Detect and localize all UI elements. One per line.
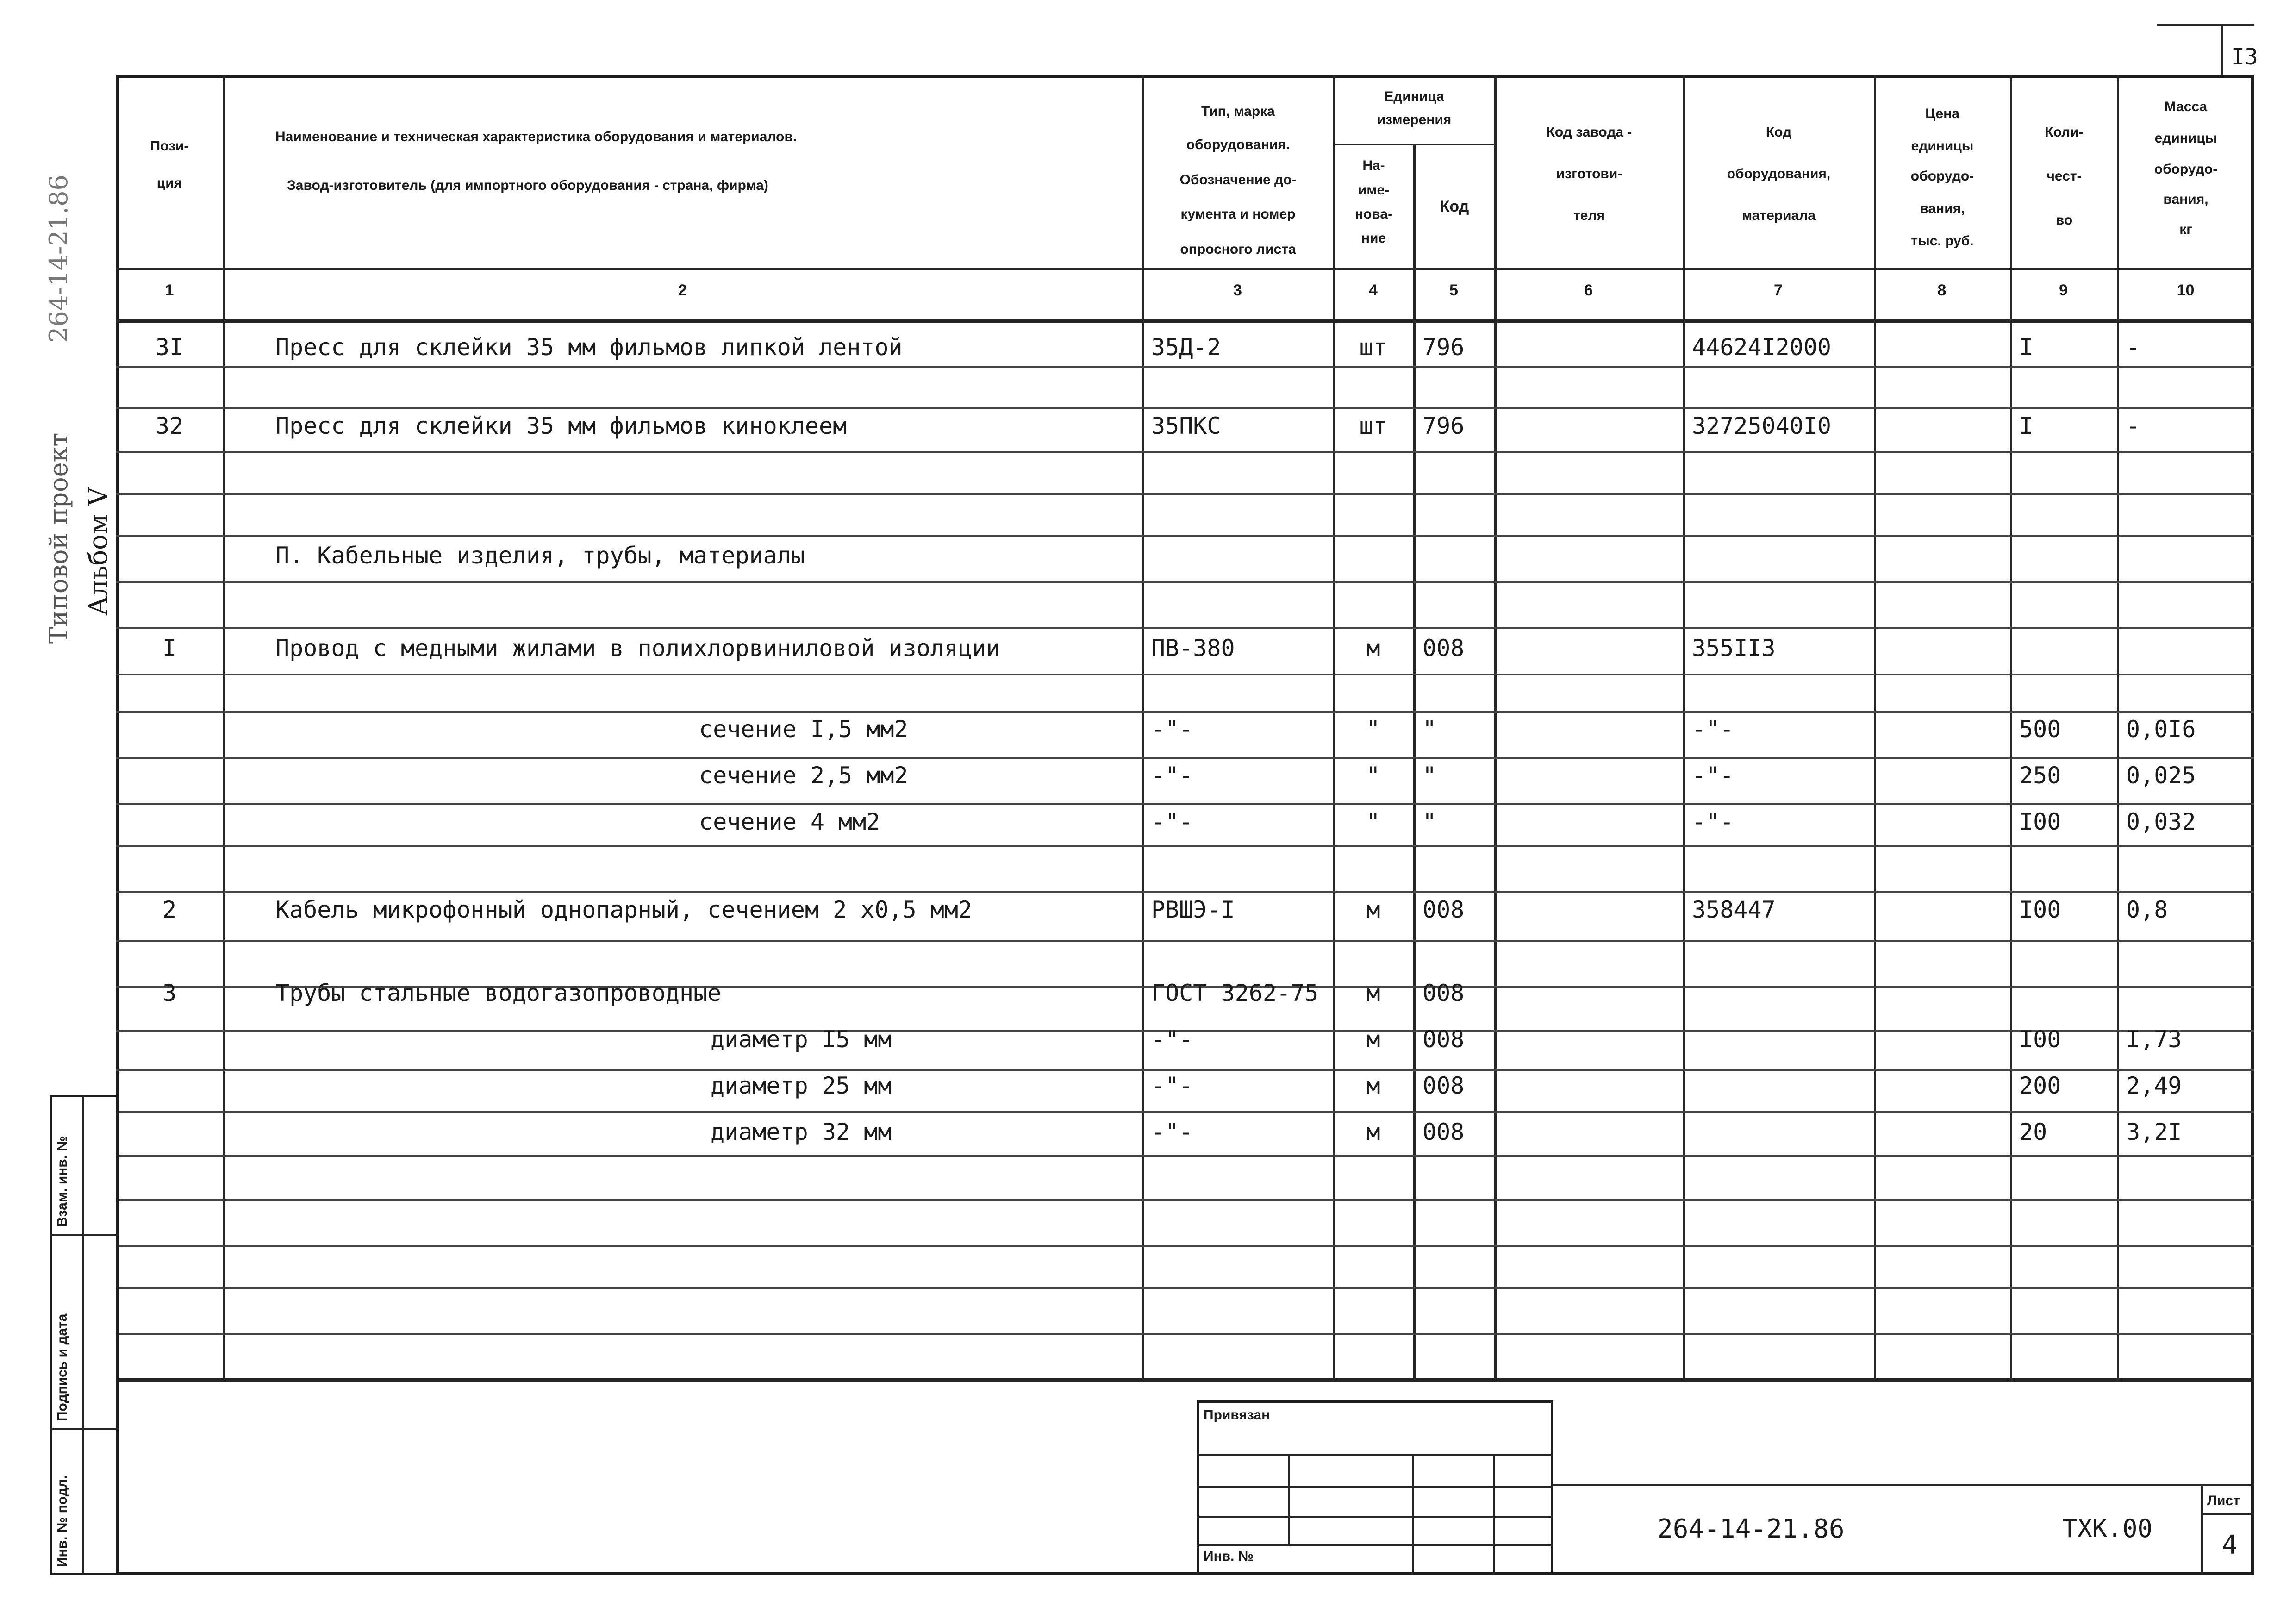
cell-code: 796 [1423, 413, 1465, 439]
cell-pos: I [162, 635, 177, 662]
row-line [116, 711, 2254, 713]
cell-type: -"- [1151, 1119, 1193, 1145]
col-line-6 [1683, 75, 1685, 1381]
header-col4-line3: нова- [1354, 206, 1393, 222]
title-block-top [1552, 1484, 2254, 1486]
cell-name: Трубы стальные водогазопроводные [275, 980, 722, 1007]
album-label-vertical: Альбом V [83, 487, 113, 616]
header-col8-line1: Цена [1925, 106, 1959, 121]
col-line-9 [2117, 75, 2119, 1381]
inv-no-label: Инв. № [1204, 1549, 1254, 1564]
column-number: 3 [1233, 281, 1242, 299]
col-line-7 [1874, 75, 1876, 1381]
cell-pos: 3 [162, 980, 177, 1007]
header-col6-line1: Код завода - [1546, 125, 1632, 140]
column-number: 5 [1449, 281, 1458, 299]
header-col7-line1: Код [1766, 125, 1792, 140]
cell-type: -"- [1151, 762, 1193, 789]
cell-type: РВШЭ-I [1151, 896, 1235, 923]
row-line [116, 1199, 2254, 1201]
row-line [116, 493, 2254, 495]
cell-qty: 500 [2019, 716, 2061, 743]
cell-code: 008 [1423, 635, 1465, 662]
cell-unit: " [1366, 716, 1380, 743]
header-unit-group-line2: измерения [1377, 112, 1452, 127]
cell-name: П. Кабельные изделия, трубы, материалы [275, 542, 805, 569]
cell-unit: м [1366, 635, 1380, 662]
row-line [116, 674, 2254, 675]
cell-pos: 3I [155, 334, 184, 361]
header-unit-group-line1: Единица [1384, 89, 1444, 104]
header-col5: Код [1440, 198, 1469, 215]
cell-qty: I00 [2019, 1026, 2061, 1053]
linked-line-2 [1197, 1486, 1553, 1488]
cell-name: сечение 2,5 мм2 [699, 762, 908, 789]
header-col10-line1: Масса [2164, 99, 2208, 114]
cell-unit: м [1366, 1072, 1380, 1099]
col-line-1 [223, 75, 225, 1381]
cell-unit: " [1366, 808, 1380, 835]
cell-qty: 200 [2019, 1072, 2061, 1099]
header-col10-line3: оборудо- [2154, 162, 2218, 177]
cell-mass: 2,49 [2126, 1072, 2182, 1099]
header-col10-line2: единицы [2154, 131, 2217, 146]
cell-code: 008 [1423, 1026, 1465, 1053]
linked-vline-3 [1493, 1454, 1495, 1575]
doc-code: 264-14-21.86 [1657, 1514, 1845, 1544]
cell-name: диаметр 25 мм [711, 1072, 892, 1099]
cell-mass: 0,032 [2126, 808, 2196, 835]
row-line [116, 940, 2254, 942]
cell-equip-code: 355II3 [1692, 635, 1776, 662]
row-line [116, 1245, 2254, 1247]
header-col7-line2: оборудования, [1727, 166, 1831, 181]
cell-mass: 0,8 [2126, 896, 2168, 923]
cell-unit: м [1366, 896, 1380, 923]
cell-qty: I [2019, 334, 2034, 361]
linked-line-1 [1197, 1454, 1553, 1456]
header-col4-line2: име- [1358, 182, 1390, 198]
linked-label: Привязан [1204, 1407, 1270, 1423]
cell-equip-code: 358447 [1692, 896, 1776, 923]
header-col10-line5: кг [2179, 222, 2192, 237]
column-number: 4 [1369, 281, 1378, 299]
cell-name: сечение I,5 мм2 [699, 716, 908, 743]
cell-mass: 0,0I6 [2126, 716, 2196, 743]
row-line [116, 1155, 2254, 1157]
project-code-vertical: 264-14-21.86 [44, 175, 73, 343]
col-line-4 [1413, 144, 1416, 1381]
sheet-box-left [2201, 1486, 2203, 1575]
cell-name: Пресс для склейки 35 мм фильмов липкой лентой [275, 334, 903, 361]
cell-code: " [1423, 762, 1437, 789]
side-stamp-divider [82, 1095, 84, 1575]
column-number: 6 [1584, 281, 1593, 299]
cell-type: 35Д-2 [1151, 334, 1221, 361]
cell-type: -"- [1151, 1072, 1193, 1099]
header-col7-line3: материала [1741, 208, 1816, 223]
cell-type: 35ПКС [1151, 413, 1221, 439]
header-col3-line5: опросного листа [1180, 242, 1296, 257]
row-line [116, 803, 2254, 805]
cell-code: 008 [1423, 896, 1465, 923]
column-number: 8 [1937, 281, 1947, 299]
header-col4-line1: На- [1362, 158, 1385, 173]
header-col9-line2: чест- [2046, 169, 2082, 184]
column-number: 9 [2059, 281, 2068, 299]
cell-unit: шт [1359, 334, 1387, 361]
header-col9-line1: Коли- [2045, 125, 2084, 140]
column-number: 7 [1774, 281, 1783, 299]
row-line [116, 891, 2254, 893]
doc-mark: ТХК.00 [2062, 1514, 2153, 1543]
cell-mass: 3,2I [2126, 1119, 2182, 1145]
numbers-bottom-line [116, 319, 2254, 323]
header-col3-line1: Тип, марка [1201, 104, 1275, 119]
row-line [116, 1111, 2254, 1113]
cell-mass: - [2126, 413, 2140, 439]
sheet-box-divider [2201, 1513, 2254, 1515]
header-col8-line2: единицы [1911, 138, 1974, 154]
sheet-number: 4 [2222, 1530, 2238, 1560]
cell-mass: 0,025 [2126, 762, 2196, 789]
header-bottom-line [116, 268, 2254, 270]
project-title-vertical: Типовой проект [44, 432, 73, 644]
cell-name: диаметр I5 мм [711, 1026, 892, 1053]
row-line [116, 407, 2254, 409]
cell-qty: 20 [2019, 1119, 2047, 1145]
side-stamp-inv-no: Инв. № подл. [55, 1475, 70, 1567]
side-stamp-row-1 [50, 1234, 119, 1236]
cell-name: сечение 4 мм2 [699, 808, 880, 835]
cell-code: 796 [1423, 334, 1465, 361]
header-col8-line5: тыс. руб. [1911, 233, 1974, 249]
header-col1-line1: Пози- [150, 138, 189, 154]
row-line [116, 627, 2254, 629]
sheet-label: Лист [2207, 1493, 2240, 1508]
cell-qty: I [2019, 413, 2034, 439]
col-line-2 [1142, 75, 1144, 1381]
header-col8-line3: оборудо- [1910, 169, 1974, 184]
cell-type: ГОСТ 3262-75 [1151, 980, 1319, 1007]
row-line [116, 1287, 2254, 1289]
cell-code: " [1423, 716, 1437, 743]
cell-unit: шт [1359, 413, 1387, 439]
cell-type: ПВ-380 [1151, 635, 1235, 662]
row-line [116, 581, 2254, 583]
cell-name: Кабель микрофонный однопарный, сечением 2 х0,5 мм2 [275, 896, 973, 923]
header-col9-line3: во [2055, 213, 2073, 228]
side-stamp-replace-inv: Взам. инв. № [55, 1136, 70, 1227]
side-stamp-sign-date: Подпись и дата [55, 1313, 70, 1421]
col-line-5 [1494, 75, 1497, 1381]
cell-unit: м [1366, 980, 1380, 1007]
cell-code: 008 [1423, 980, 1465, 1007]
row-line [116, 757, 2254, 759]
cell-name: Пресс для склейки 35 мм фильмов киноклеем [275, 413, 847, 439]
cell-type: -"- [1151, 716, 1193, 743]
header-col3-line4: кумента и номер [1180, 206, 1296, 222]
row-line [116, 451, 2254, 453]
cell-equip-code: -"- [1692, 762, 1734, 789]
header-col3-line3: Обозначение до- [1179, 172, 1297, 188]
column-number: 10 [2177, 281, 2195, 299]
page-number-box-top [2157, 24, 2254, 26]
table-bottom-line [116, 1378, 2254, 1382]
linked-line-3 [1197, 1516, 1553, 1518]
header-col2-line1: Наименование и техническая характеристика оборудования и материалов. [275, 129, 797, 144]
cell-unit: " [1366, 762, 1380, 789]
cell-pos: 32 [155, 413, 184, 439]
column-number: 1 [165, 281, 174, 299]
cell-pos: 2 [162, 896, 177, 923]
cell-equip-code: 44624I2000 [1692, 334, 1832, 361]
row-line [116, 535, 2254, 537]
page-number: I3 [2231, 44, 2258, 70]
col-line-8 [2010, 75, 2012, 1381]
linked-line-4 [1197, 1544, 1553, 1546]
cell-equip-code: -"- [1692, 808, 1734, 835]
linked-vline-1 [1288, 1454, 1290, 1546]
cell-type: -"- [1151, 1026, 1193, 1053]
cell-name: Провод с медными жилами в полихлорвиниловой изоляции [275, 635, 1000, 662]
cell-qty: 250 [2019, 762, 2061, 789]
column-number: 2 [678, 281, 687, 299]
header-col3-line2: оборудования. [1186, 137, 1290, 152]
cell-qty: I00 [2019, 808, 2061, 835]
cell-qty: I00 [2019, 896, 2061, 923]
header-col6-line3: теля [1573, 208, 1605, 223]
header-col8-line4: вания, [1920, 201, 1965, 216]
linked-vline-2 [1412, 1454, 1414, 1575]
header-col4-line4: ние [1361, 231, 1386, 246]
page-number-box-line [2221, 25, 2223, 76]
cell-name: диаметр 32 мм [711, 1119, 892, 1145]
cell-unit: м [1366, 1026, 1380, 1053]
cell-type: -"- [1151, 808, 1193, 835]
header-col2-line2: Завод-изготовитель (для импортного оборудования - страна, фирма) [287, 178, 768, 193]
row-line [116, 1333, 2254, 1335]
row-line [116, 366, 2254, 368]
cell-unit: м [1366, 1119, 1380, 1145]
cell-code: 008 [1423, 1119, 1465, 1145]
unit-group-divider [1333, 144, 1495, 145]
cell-equip-code: -"- [1692, 716, 1734, 743]
header-col10-line4: вания, [2163, 192, 2209, 207]
cell-code: " [1423, 808, 1437, 835]
cell-mass: - [2126, 334, 2140, 361]
cell-mass: I,73 [2126, 1026, 2182, 1053]
header-col6-line2: изготови- [1556, 166, 1622, 181]
side-stamp-row-2 [50, 1428, 119, 1430]
cell-equip-code: 32725040I0 [1692, 413, 1832, 439]
cell-code: 008 [1423, 1072, 1465, 1099]
header-col1-line2: ция [156, 175, 182, 191]
row-line [116, 845, 2254, 847]
row-line [116, 1069, 2254, 1071]
